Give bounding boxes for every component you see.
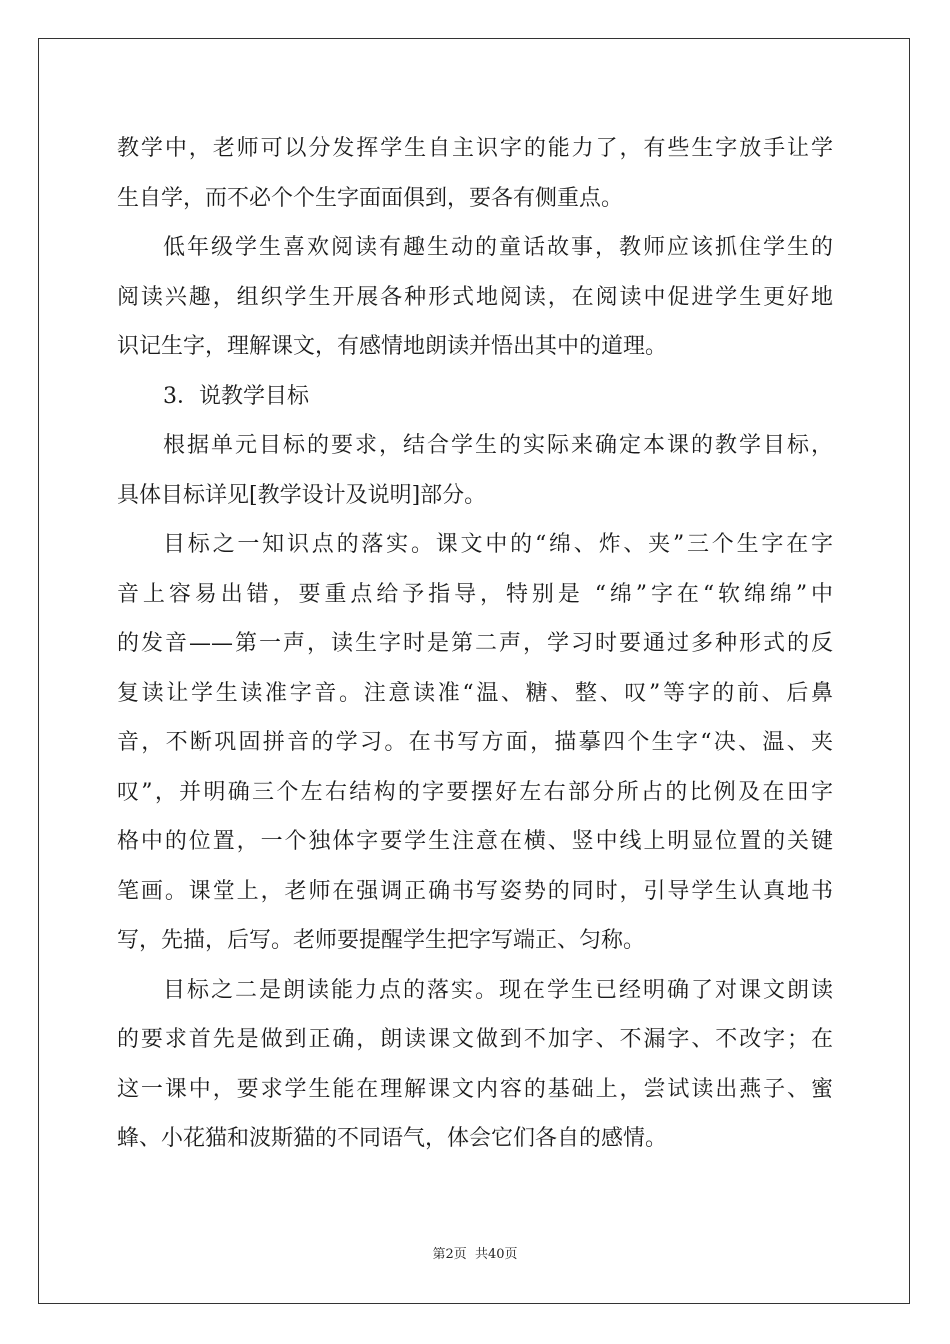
page-footer [0,1243,950,1262]
text-line: 具体目标详见[教学设计及说明]部分。 [117,482,487,508]
text-line: 阅读兴趣，组织学生开展各种形式地阅读，在阅读中促进学生更好地 [117,284,833,310]
text-line: 蜂、小花猫和波斯猫的不同语气，体会它们各自的感情。 [117,1126,668,1151]
text-line: 识记生字，理解课文，有感情地朗读并悟出其中的道理。 [117,334,668,359]
text-line: 复读让学生读准字音。注意读准“温、糖、整、叹”等字的前、后鼻 [117,680,833,706]
text-line: 生自学，而不必个个生字面面俱到，要各有侧重点。 [117,185,624,211]
text-line: 叹”，并明确三个左右结构的字要摆好左右部分所占的比例及在田字 [117,779,833,805]
text-line: 目标之二是朗读能力点的落实。现在学生已经明确了对课文朗读 [163,977,833,1003]
text-line: 这一课中，要求学生能在理解课文内容的基础上，尝试读出燕子、蜜 [117,1076,833,1102]
page-number: 第2页 [432,1247,467,1262]
document-body [117,124,833,1164]
text-line: 的发音——第一声，读生字时是第二声，学习时要通过多种形式的反 [117,631,833,656]
text-line: 笔画。课堂上，老师在强调正确书写姿势的同时，引导学生认真地书 [117,878,833,904]
text-line: 低年级学生喜欢阅读有趣生动的童话故事，教师应该抓住学生的 [163,235,833,260]
text-line: 的要求首先是做到正确，朗读课文做到不加字、不漏字、不改字；在 [117,1027,833,1052]
text-line: 根据单元目标的要求，结合学生的实际来确定本课的教学目标， [163,433,833,458]
text-line: 音上容易出错，要重点给予指导，特别是 “绵”字在“软绵绵”中 [117,581,833,607]
text-line: 3．说教学目标 [163,383,309,409]
text-line: 教学中，老师可以分发挥学生自主识字的能力了，有些生字放手让学 [117,136,833,161]
text-line: 目标之一知识点的落实。课文中的“绵、炸、夹”三个生字在字 [163,532,833,557]
text-line: 音，不断巩固拼音的学习。在书写方面，描摹四个生字“决、温、夹 [117,730,833,755]
text-line: 格中的位置，一个独体字要学生注意在横、竖中线上明显位置的关键 [117,829,833,854]
page-total: 共40页 [474,1247,518,1262]
text-line: 写，先描，后写。老师要提醒学生把字写端正、匀称。 [117,928,646,953]
